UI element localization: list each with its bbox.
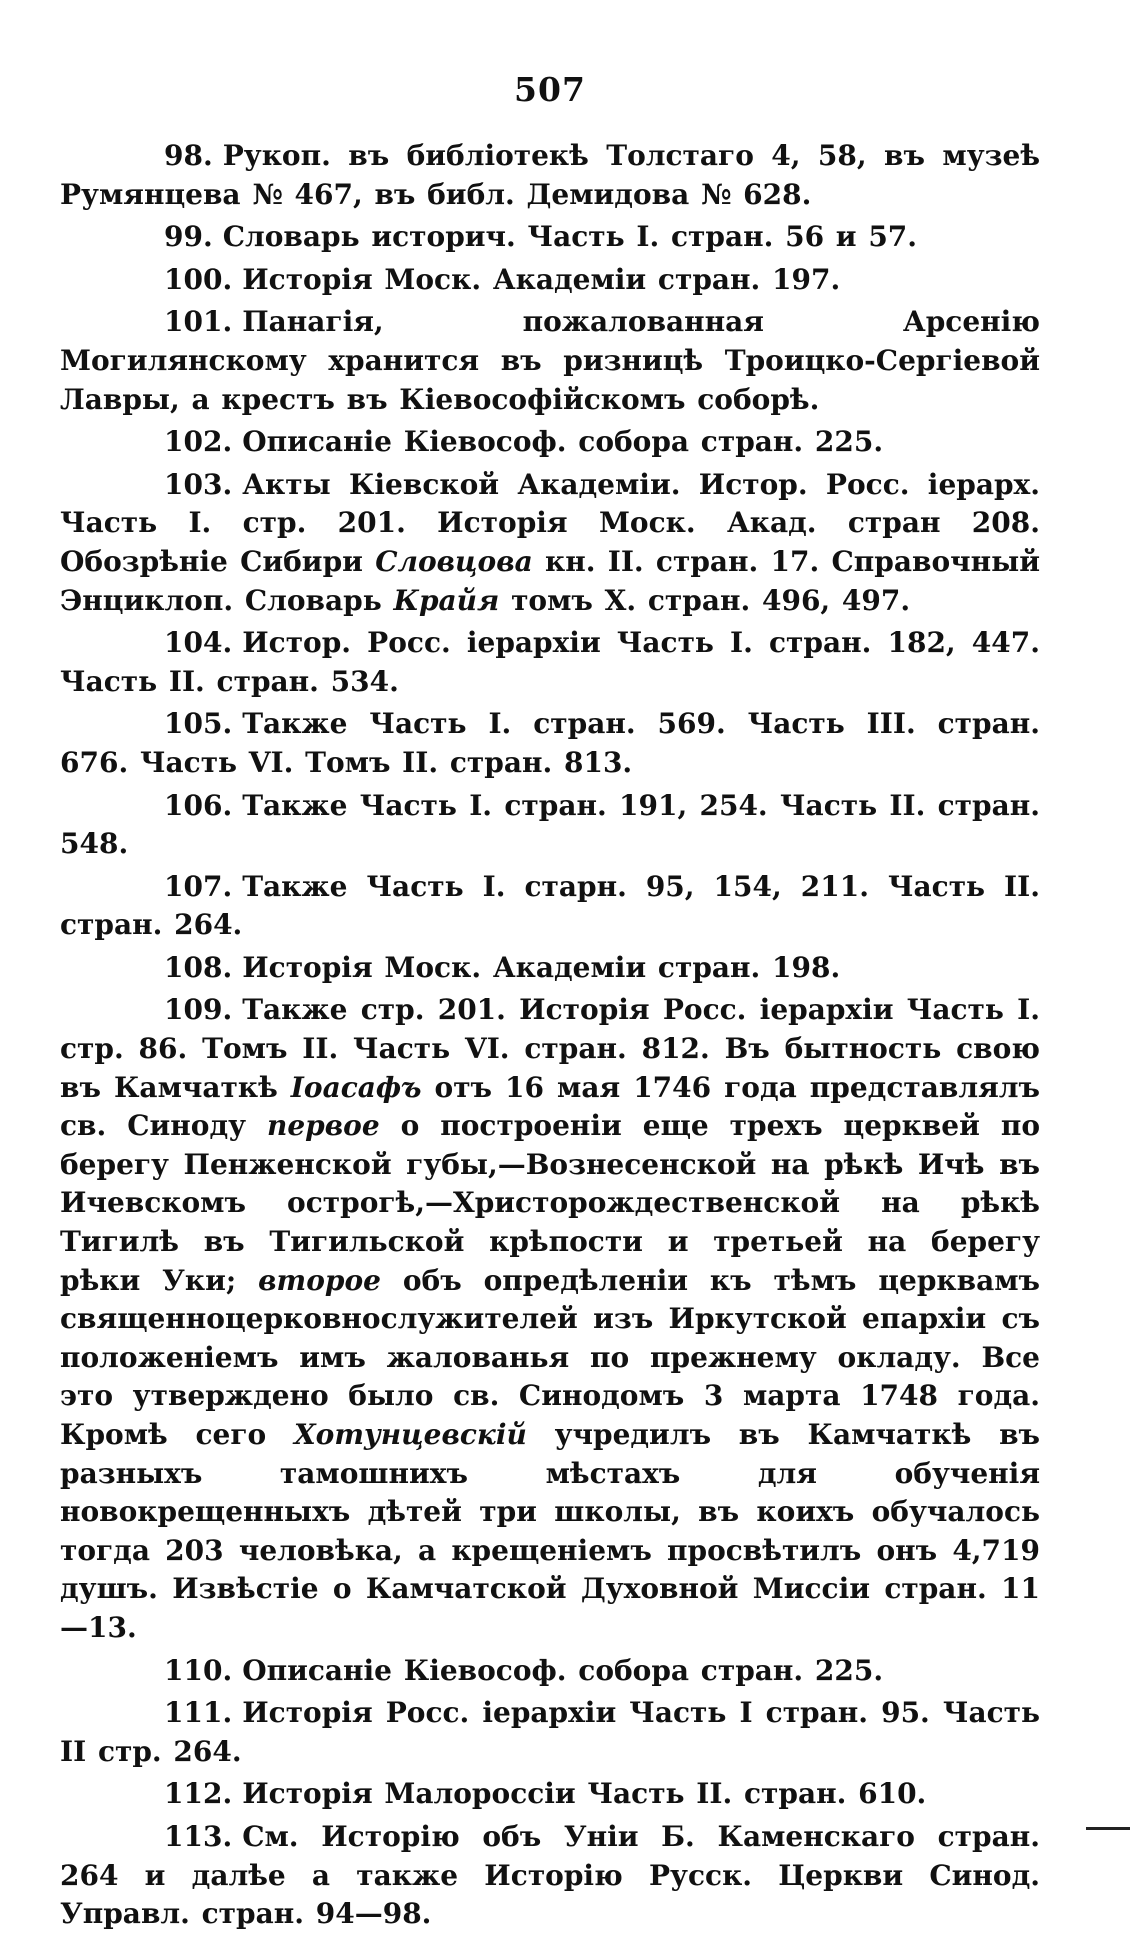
note-107 xyxy=(60,868,1040,945)
note-text: томъ X. стран. 496, 497. xyxy=(499,583,911,617)
note-number: 112. xyxy=(164,1777,233,1811)
note-text: Исторія Моск. Академіи стран. 197. xyxy=(242,262,841,296)
note-99 xyxy=(60,218,1040,257)
note-author-italic: Крайя xyxy=(393,583,500,617)
note-number: 109. xyxy=(164,993,233,1027)
note-text: объ опредѣленіи къ тѣмъ церквамъ священноцерковнослужителей изъ Иркутской епархіи съ положеніемъ имъ жалованья по прежнему окладу. Все это утверждено было св. Синодомъ 3 марта 1748 года. Кромѣ сего xyxy=(60,1263,1041,1451)
note-text: Исторія Малороссіи Часть II. стран. 610. xyxy=(242,1777,927,1811)
note-number: 113. xyxy=(164,1819,233,1853)
note-name-italic: Хотунцевскій xyxy=(293,1418,527,1451)
note-101 xyxy=(60,303,1040,419)
note-108 xyxy=(60,949,1040,988)
note-105 xyxy=(60,705,1040,782)
note-text: Рукоп. въ библіотекѣ Толстаго 4, 58, въ музеѣ Румянцева № 467, въ библ. Демидова № 628. xyxy=(60,139,1040,211)
note-100 xyxy=(60,261,1040,300)
note-110 xyxy=(60,1652,1040,1691)
note-112 xyxy=(60,1775,1040,1814)
note-number: 100. xyxy=(164,262,233,296)
note-text: Также Часть I. старн. 95, 154, 211. Часть II. стран. 264. xyxy=(60,869,1040,942)
note-113 xyxy=(60,1818,1040,1934)
note-text: Истор. Росс. іерархіи Часть I. стран. 182, 447. Часть II. стран. 534. xyxy=(60,626,1040,698)
note-number: 111. xyxy=(164,1696,233,1730)
note-text: Исторія Росс. іерархіи Часть I стран. 95. Часть II стр. 264. xyxy=(60,1696,1040,1768)
note-text: учредилъ въ Камчаткѣ въ разныхъ тамошнихъ мѣстахъ для обученія новокрещенныхъ дѣтей три школы, въ коихъ обучалось тогда 203 человѣка, а крещеніемъ просвѣтилъ онъ 4,719 душъ. Извѣстіе о Камчатской Духовной Миссіи стран. 11—13. xyxy=(60,1418,1040,1644)
note-number: 107. xyxy=(164,869,233,903)
note-text: Исторія Моск. Академіи стран. 198. xyxy=(242,950,841,984)
note-text: См. Исторію объ Уніи Б. Каменскаго стран. 264 и далѣе а также Исторію Русск. Церкви Синод. Управл. стран. 94—98. xyxy=(60,1819,1040,1931)
note-98 xyxy=(60,137,1040,214)
note-number: 102. xyxy=(164,425,233,459)
note-number: 103. xyxy=(164,467,233,501)
note-103 xyxy=(60,466,1040,620)
note-number: 110. xyxy=(164,1653,233,1687)
note-emphasis-italic: первое xyxy=(267,1109,380,1143)
note-emphasis-italic: второе xyxy=(258,1263,381,1297)
note-text: Также Часть I. стран. 569. Часть III. стран. 676. Часть VI. Томъ II. стран. 813. xyxy=(60,707,1040,779)
note-104 xyxy=(60,624,1040,701)
note-text: о построеніи еще трехъ церквей по берегу Пенженской губы,—Вознесенской на рѣкѣ Ичѣ въ Ичевскомъ острогѣ,—Христорождественской на рѣкѣ Тигилѣ въ Тигильской крѣпости и третьей на берегу рѣки Уки; xyxy=(60,1109,1040,1297)
note-number: 105. xyxy=(164,707,233,741)
note-text: отъ 16 мая 1746 года представлялъ св. Синоду xyxy=(60,1070,1040,1143)
note-111 xyxy=(60,1694,1040,1771)
note-text: Описаніе Кіевософ. собора стран. 225. xyxy=(242,1653,884,1687)
note-author-italic: Словцова xyxy=(375,544,533,578)
note-number: 104. xyxy=(164,626,233,660)
note-text: Также Часть I. стран. 191, 254. Часть II. стран. 548. xyxy=(60,788,1040,861)
note-text: Панагія, пожалованная Арсенію Могилянскому хранится въ ризницѣ Троицко-Сергіевой Лавры, а крестъ въ Кіевософійскомъ соборѣ. xyxy=(60,305,1040,416)
note-109 xyxy=(60,991,1040,1647)
page xyxy=(60,70,1041,1931)
note-number: 108. xyxy=(164,950,233,984)
note-106 xyxy=(60,787,1040,864)
note-number: 99. xyxy=(164,220,213,254)
note-name-italic: Іоасафъ xyxy=(290,1070,422,1104)
note-number: 106. xyxy=(164,788,233,822)
note-text: кн. II. стран. 17. Справочный Энциклоп. Словарь xyxy=(60,544,1040,617)
note-text: Акты Кіевской Академіи. Истор. Росс. іерарх. Часть I. стр. 201. Исторія Моск. Акад. стран 208. Обозрѣніе Сибири xyxy=(60,467,1040,578)
note-text: Описаніе Кіевософ. собора стран. 225. xyxy=(242,425,884,459)
note-number: 98. xyxy=(164,139,213,172)
note-102 xyxy=(60,423,1040,462)
note-text: Словарь историч. Часть I. стран. 56 и 57. xyxy=(222,220,918,254)
note-text: Также стр. 201. Исторія Росс. іерархіи Часть I. стр. 86. Томъ II. Часть VI. стран. 812. Въ бытность свою въ Камчаткѣ xyxy=(60,993,1040,1104)
page-number: 507 xyxy=(514,70,586,109)
note-number: 101. xyxy=(164,305,233,339)
page-edge-mark xyxy=(1086,1827,1130,1830)
